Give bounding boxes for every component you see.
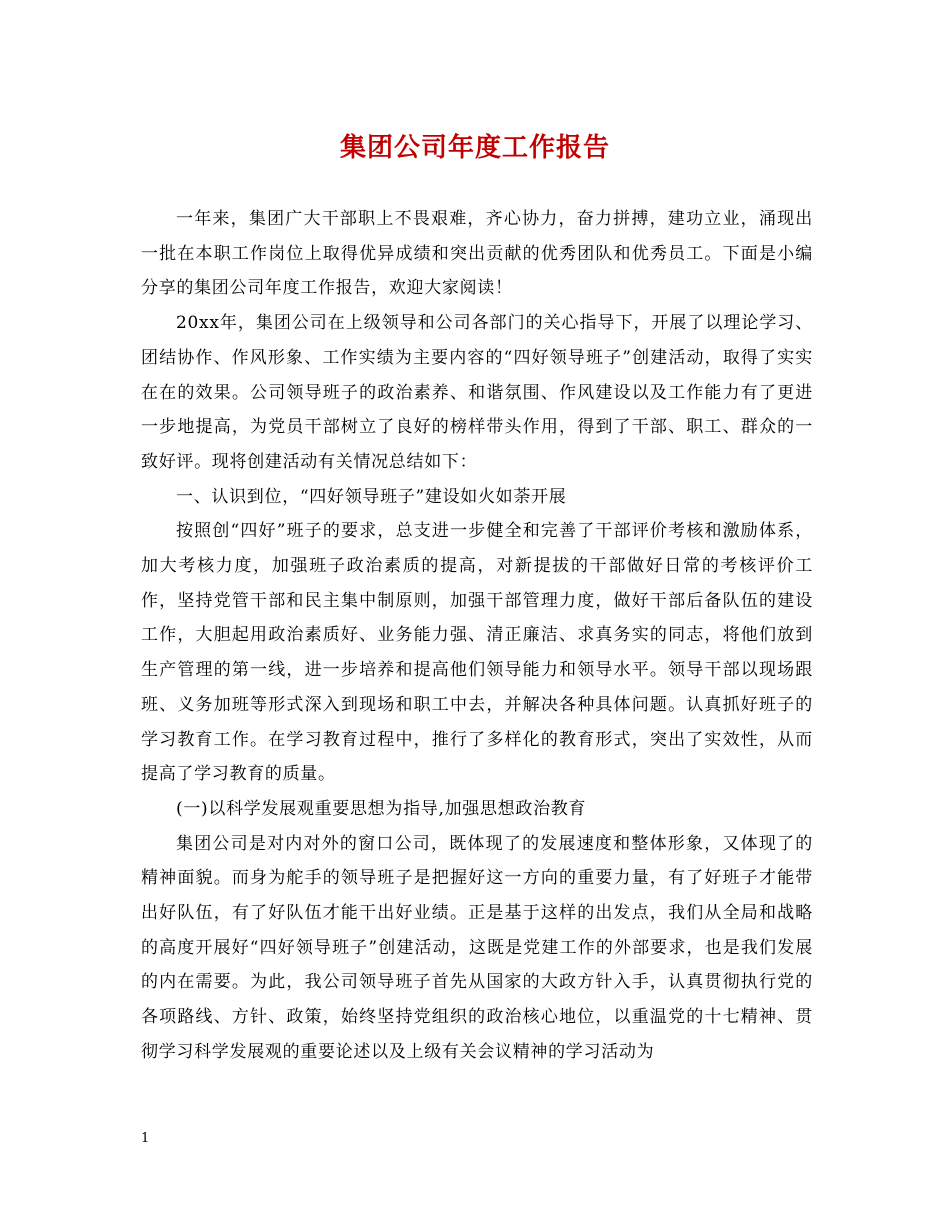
- document-body: [141, 202, 813, 1070]
- paragraph-overview: 20xx年，集团公司在上级领导和公司各部门的关心指导下，开展了以理论学习、团结协作、作风形象、工作实绩为主要内容的“四好领导班子”创建活动，取得了实实在在的效果。公司领导班子的政治素养、和谐氛围、作风建设以及工作能力有了更进一步地提高，为党员干部树立了良好的榜样带头作用，得到了干部、职工、群众的一致好评。现将创建活动有关情况总结如下：: [141, 313, 813, 472]
- section-heading-1: 一、认识到位，“四好领导班子”建设如火如荼开展: [176, 486, 567, 507]
- page-number: 1: [141, 1131, 150, 1146]
- paragraph-section-1: 按照创“四好”班子的要求，总支进一步健全和完善了干部评价考核和激励体系，加大考核力度，加强班子政治素质的提高，对新提拔的干部做好日常的考核评价工作，坚持党管干部和民主集中制原则，加强干部管理力度，做好干部后备队伍的建设工作，大胆起用政治素质好、业务能力强、清正廉洁、求真务实的同志，将他们放到生产管理的第一线，进一步培养和提高他们领导能力和领导水平。领导干部以现场跟班、义务加班等形式深入到现场和职工中去，并解决各种具体问题。认真抓好班子的学习教育工作。在学习教育过程中，推行了多样化的教育形式，突出了实效性，从而提高了学习教育的质量。: [141, 521, 813, 785]
- paragraph-intro: 一年来，集团广大干部职上不畏艰难，齐心协力，奋力拼搏，建功立业，涌现出一批在本职工作岗位上取得优异成绩和突出贡献的优秀团队和优秀员工。下面是小编分享的集团公司年度工作报告，欢迎大家阅读！: [141, 209, 813, 299]
- paragraph-subsection-1: 集团公司是对内对外的窗口公司，既体现了的发展速度和整体形象，又体现了的精神面貌。而身为舵手的领导班子是把握好这一方向的重要力量，有了好班子才能带出好队伍，有了好队伍才能干出好业绩。正是基于这样的出发点，我们从全局和战略的高度开展好“四好领导班子”创建活动，这既是党建工作的外部要求，也是我们发展的内在需要。为此，我公司领导班子首先从国家的大政方针入手，认真贯彻执行党的各项路线、方针、政策，始终坚持党组织的政治核心地位，以重温党的十七精神、贯彻学习科学发展观的重要论述以及上级有关会议精神的学习活动为: [141, 833, 813, 1062]
- subsection-heading-1: (一)以科学发展观重要思想为指导,加强思想政治教育: [176, 798, 587, 819]
- document-title: 集团公司年度工作报告: [339, 133, 610, 163]
